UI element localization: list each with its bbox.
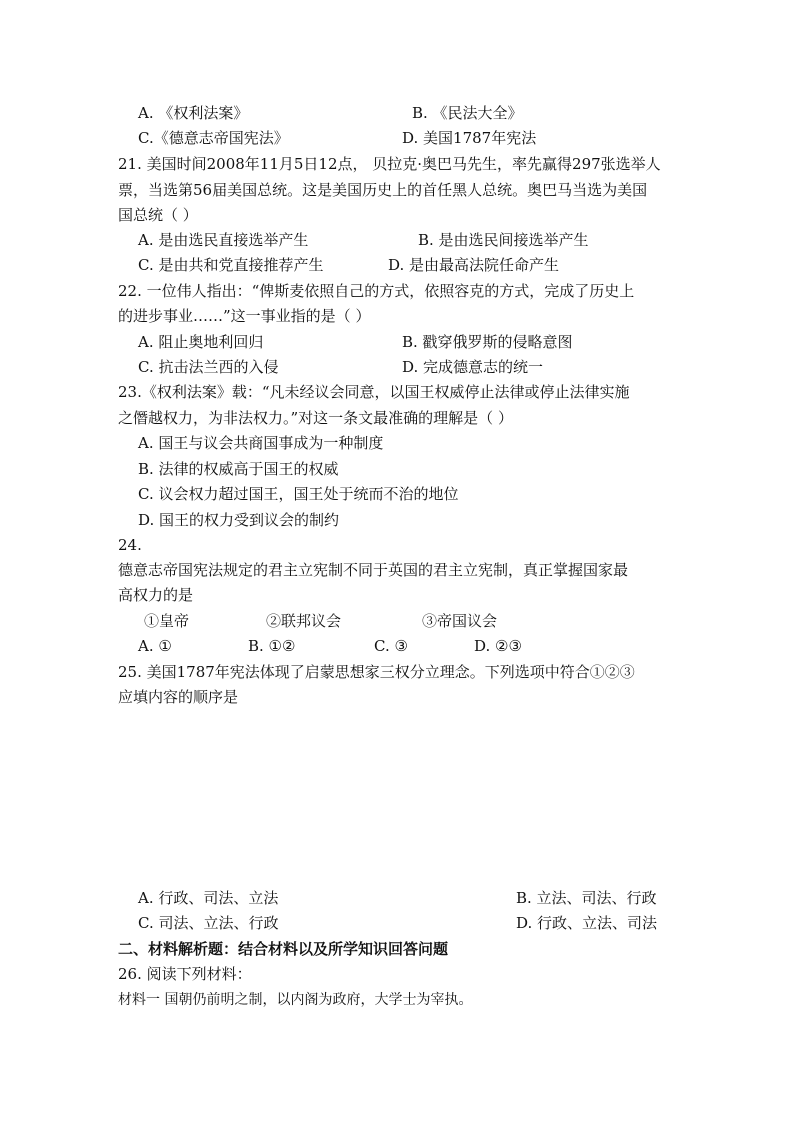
q22-option-b: B. 戳穿俄罗斯的侵略意图	[402, 333, 573, 351]
q24-number: 24.	[118, 536, 142, 554]
q21-option-a: A. 是由选民直接选举产生	[138, 231, 309, 249]
q20-option-c: C.《德意志帝国宪法》	[138, 129, 289, 147]
q23-stem-line2: 之僭越权力，为非法权力。”对这一条文最准确的理解是（ ）	[118, 409, 513, 427]
q21-option-b: B. 是由选民间接选举产生	[418, 231, 589, 249]
section2-heading: 二、材料解析题：结合材料以及所学知识回答问题	[118, 940, 449, 958]
q24-item-2: ②联邦议会	[266, 612, 342, 630]
q24-option-c: C. ③	[374, 637, 408, 655]
q25-option-d: D. 行政、立法、司法	[516, 914, 658, 932]
q22-option-d: D. 完成德意志的统一	[402, 358, 544, 376]
q24-option-d: D. ②③	[474, 637, 522, 655]
q21-stem-line3: 国总统（ ）	[118, 206, 198, 224]
q25-option-b: B. 立法、司法、行政	[516, 889, 657, 907]
q20-option-d: D. 美国1787年宪法	[402, 129, 537, 147]
q22-option-c: C. 抗击法兰西的入侵	[138, 358, 279, 376]
q24-stem-line1: 德意志帝国宪法规定的君主立宪制不同于英国的君主立宪制，真正掌握国家最	[118, 561, 629, 579]
q25-stem-line1: 25. 美国1787年宪法体现了启蒙思想家三权分立理念。下列选项中符合①②③	[118, 663, 635, 681]
q21-stem-line2: 票，当选第56届美国总统。这是美国历史上的首任黑人总统。奥巴马当选为美国	[118, 181, 648, 199]
q22-stem-line2: 的进步事业……”这一事业指的是（ ）	[118, 307, 371, 325]
q21-option-d: D. 是由最高法院任命产生	[388, 256, 560, 274]
q24-option-a: A. ①	[138, 637, 172, 655]
q20-option-a: A. 《权利法案》	[138, 104, 249, 122]
q24-stem-line2: 高权力的是	[118, 586, 194, 604]
q21-stem-line1: 21. 美国时间2008年11月5日12点， 贝拉克·奥巴马先生，率先赢得297张选举人	[118, 155, 661, 173]
q24-option-b: B. ①②	[248, 637, 296, 655]
q25-stem-line2: 应填内容的顺序是	[118, 688, 239, 706]
q21-option-c: C. 是由共和党直接推荐产生	[138, 256, 324, 274]
q24-item-3: ③帝国议会	[422, 612, 498, 630]
q20-option-b: B. 《民法大全》	[412, 104, 523, 122]
q23-option-a: A. 国王与议会共商国事成为一种制度	[138, 434, 384, 452]
q26-material1: 材料一 国朝仍前明之制，以内阁为政府，大学士为宰执。	[118, 992, 473, 1008]
q25-option-c: C. 司法、立法、行政	[138, 914, 279, 932]
q23-option-c: C. 议会权力超过国王，国王处于统而不治的地位	[138, 485, 459, 503]
q24-item-1: ①皇帝	[144, 612, 190, 630]
q22-stem-line1: 22. 一位伟人指出：“俾斯麦依照自己的方式，依照容克的方式，完成了历史上	[118, 282, 635, 300]
q23-stem-line1: 23.《权利法案》载：“凡未经议会同意，以国王权威停止法律或停止法律实施	[118, 383, 630, 401]
q23-option-d: D. 国王的权力受到议会的制约	[138, 511, 340, 529]
q23-option-b: B. 法律的权威高于国王的权威	[138, 460, 339, 478]
q25-option-a: A. 行政、司法、立法	[138, 889, 279, 907]
q26-stem: 26. 阅读下列材料：	[118, 965, 252, 983]
q22-option-a: A. 阻止奥地利回归	[138, 333, 264, 351]
